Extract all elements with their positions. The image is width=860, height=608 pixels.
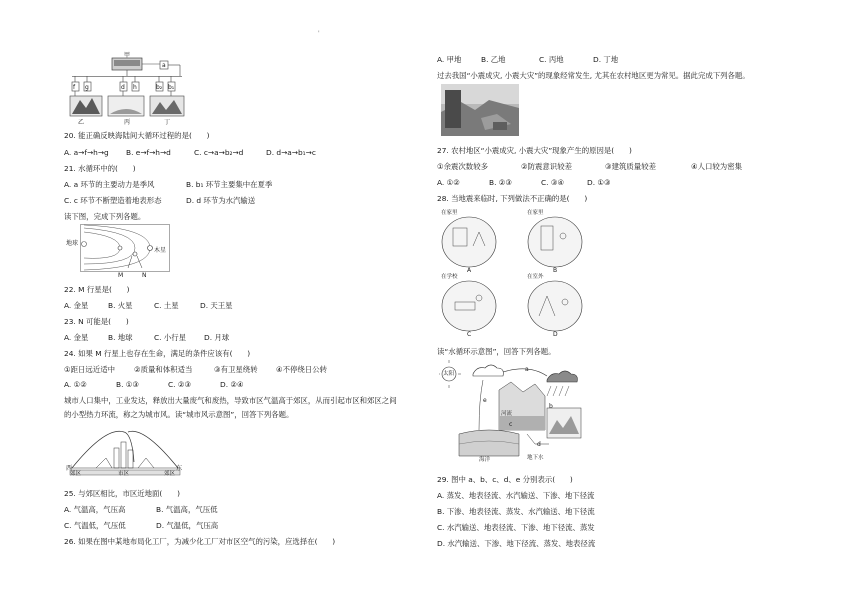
q20-option-c[interactable]: C. c→a→b₂→d xyxy=(194,148,244,157)
water-cycle-label-c: c xyxy=(509,421,513,428)
q25-options-row2 xyxy=(64,521,218,530)
q21-options-row1 xyxy=(64,180,272,189)
q28-scene-label-a: 在家里 xyxy=(441,210,458,216)
city-wind-label-suburb-west: 郊区 xyxy=(70,471,82,477)
city-wind-label-city: 市区 xyxy=(118,471,130,477)
water-cycle-diagram xyxy=(439,360,587,466)
q24-options xyxy=(64,380,244,389)
q28-panel-b[interactable]: B xyxy=(553,267,558,274)
water-cycle-label-b: b xyxy=(549,403,553,410)
q24-option-c[interactable]: C. ②③ xyxy=(168,380,192,389)
q26-options xyxy=(437,55,618,64)
q25-option-d[interactable]: D. 气温低，气压高 xyxy=(156,521,219,530)
q28-stem: 28. 当地震来临时, 下列做法不正确的是( ) xyxy=(437,194,588,203)
q23-option-a[interactable]: A. 金星 xyxy=(64,333,89,342)
q24-cond-4: ④不停绕日公转 xyxy=(276,365,327,374)
q28-scene-label-d: 在室外 xyxy=(527,274,544,280)
q28-panel-d[interactable]: D xyxy=(553,331,558,338)
q27-cond-2: ②防震意识较差 xyxy=(521,162,572,171)
q27-option-a[interactable]: A. ①② xyxy=(437,178,460,187)
q20-option-d[interactable]: D. d→a→b₁→c xyxy=(266,148,316,157)
q27-cond-1: ①余震次数较多 xyxy=(437,162,488,171)
q27-option-b[interactable]: B. ②③ xyxy=(489,178,513,187)
q27-options xyxy=(437,178,611,187)
q29-option-d[interactable]: D. 水汽输送、下渗、地下径流、蒸发、地表径流 xyxy=(437,539,596,548)
water-cycle-label-e: e xyxy=(483,397,487,404)
q27-option-c[interactable]: C. ③④ xyxy=(541,178,565,187)
q20-options xyxy=(64,148,316,157)
top-mark: ' xyxy=(318,30,320,37)
q27-option-d[interactable]: D. ①③ xyxy=(587,178,611,187)
water-cycle-sea-label: 海洋 xyxy=(479,457,491,463)
intro-solar-system: 读下图，完成下列各题。 xyxy=(64,212,146,221)
city-wind-label-suburb-east: 郊区 xyxy=(164,471,176,477)
q22-option-b[interactable]: B. 火星 xyxy=(108,301,133,310)
q25-option-a[interactable]: A. 气温高，气压高 xyxy=(64,505,126,514)
earthquake-scenes-figure xyxy=(439,206,589,336)
q28-scene-label-b: 在家里 xyxy=(527,210,544,216)
q29-option-b[interactable]: B. 下渗、地表径流、蒸发、水汽输送、地下径流 xyxy=(437,507,595,516)
q22-option-a[interactable]: A. 金星 xyxy=(64,301,89,310)
q24-option-a[interactable]: A. ①② xyxy=(64,380,87,389)
city-wind-passage-line-2: 的小型热力环流，称之为城市风。读“城市风示意图”，回答下列各题。 xyxy=(64,410,294,419)
city-wind-east: 东 xyxy=(176,465,183,472)
q27-conditions xyxy=(437,162,742,171)
water-cycle-label-a: a xyxy=(525,366,529,373)
q23-options xyxy=(64,333,229,342)
water-cycle-groundwater-label: 地下水 xyxy=(527,455,544,461)
q20-option-b[interactable]: B. e→f→h→d xyxy=(126,148,171,157)
q27-cond-3: ③建筑质量较差 xyxy=(605,162,656,171)
q22-option-c[interactable]: C. 土星 xyxy=(154,301,179,310)
fig1-label-bing: 丙 xyxy=(124,119,131,126)
q21-option-b[interactable]: B. b₁ 环节主要集中在夏季 xyxy=(186,180,273,189)
q25-options-row1 xyxy=(64,505,218,514)
city-wind-passage-line-1: 城市人口集中，工业发达，释放出大量废气和废热，导致市区气温高于郊区，从而引起市区和郊区之间 xyxy=(64,396,397,405)
fig1-label-yi: 乙 xyxy=(78,119,85,126)
q21-option-a[interactable]: A. a 环节的主要动力是季风 xyxy=(64,180,155,189)
q21-stem: 21. 水循环中的( ) xyxy=(64,164,136,173)
orbit-n-label: N xyxy=(142,272,147,279)
q27-cond-4: ④人口较为密集 xyxy=(691,162,742,171)
q24-cond-3: ③有卫星绕转 xyxy=(214,365,258,374)
q29-stem: 29. 图中 a、b、c、d、e 分别表示( ) xyxy=(437,475,573,484)
water-cycle-river-label: 河流 xyxy=(501,411,513,417)
q21-option-c[interactable]: C. c 环节不断塑造着地表形态 xyxy=(64,196,162,205)
q23-option-b[interactable]: B. 地球 xyxy=(108,333,133,342)
q28-panel-c[interactable]: C xyxy=(467,331,472,338)
q22-options xyxy=(64,301,233,310)
fig1-box-b2: b₂ xyxy=(156,84,163,91)
q20-option-a[interactable]: A. a→f→h→g xyxy=(64,148,109,157)
q24-option-b[interactable]: B. ①③ xyxy=(116,380,140,389)
fig1-label-ding: 丁 xyxy=(164,119,171,126)
q20-stem: 20. 能正确反映海陆间大循环过程的是( ) xyxy=(64,131,210,140)
q22-option-d[interactable]: D. 天王星 xyxy=(200,301,233,310)
q26-option-a[interactable]: A. 甲地 xyxy=(437,55,462,64)
q26-option-c[interactable]: C. 丙地 xyxy=(539,55,564,64)
q23-option-d[interactable]: D. 月球 xyxy=(204,333,230,342)
q25-option-b[interactable]: B. 气温高，气压低 xyxy=(156,505,218,514)
q21-options-row2 xyxy=(64,196,255,205)
q24-stem: 24. 如果 M 行星上也存在生命，满足的条件应该有( ) xyxy=(64,349,251,358)
water-cycle-intro: 读“水循环示意图”，回答下列各题。 xyxy=(437,347,556,356)
q26-option-d[interactable]: D. 丁地 xyxy=(593,55,619,64)
orbit-earth-label: 地球 xyxy=(66,240,79,247)
q28-panel-a[interactable]: A xyxy=(467,267,472,274)
q22-stem: 22. M 行星是( ) xyxy=(64,285,130,294)
q29-option-a[interactable]: A. 蒸发、地表径流、水汽输送、下渗、地下径流 xyxy=(437,491,595,500)
fig1-box-b1: b₁ xyxy=(168,84,175,91)
fig1-box-f: f xyxy=(73,84,76,91)
q28-scene-label-c: 在学校 xyxy=(441,274,458,280)
q25-option-c[interactable]: C. 气温低，气压低 xyxy=(64,521,126,530)
q23-stem: 23. N 可能是( ) xyxy=(64,317,129,326)
fig1-box-h: h xyxy=(133,84,137,91)
fig1-box-d: d xyxy=(121,84,125,91)
q24-cond-2: ②质量和体积适当 xyxy=(134,365,193,374)
earthquake-photo xyxy=(441,84,519,136)
q24-option-d[interactable]: D. ②④ xyxy=(220,380,244,389)
fig1-box-a: a xyxy=(162,62,166,69)
fig1-box-g: g xyxy=(85,84,89,91)
q29-option-c[interactable]: C. 水汽输送、地表径流、下渗、地下径流、蒸发 xyxy=(437,523,595,532)
city-wind-west: 西 xyxy=(66,465,73,472)
water-cycle-label-d: d xyxy=(537,441,541,448)
q25-stem: 25. 与郊区相比，市区近地面( ) xyxy=(64,489,180,498)
q27-stem: 27. 农村地区“小震成灾, 小震大灾”现象产生的原因是( ) xyxy=(437,146,632,155)
q26-stem: 26. 如果在图中某地布局化工厂，为减少化工厂对市区空气的污染，应选择在( ) xyxy=(64,537,336,546)
q24-cond-1: ①距日远近适中 xyxy=(64,365,115,374)
q26-option-b[interactable]: B. 乙地 xyxy=(481,55,506,64)
orbit-jupiter-label: 木星 xyxy=(154,247,167,254)
q24-conditions xyxy=(64,365,327,374)
q21-option-d[interactable]: D. d 环节为水汽输送 xyxy=(186,196,256,205)
water-cycle-sun-label: 太阳 xyxy=(443,371,455,377)
q23-option-c[interactable]: C. 小行星 xyxy=(154,333,187,342)
orbit-m-label: M xyxy=(118,272,124,279)
fig1-top-label: 甲 xyxy=(124,52,131,59)
earthquake-intro: 过去我国“小震成灾, 小震大灾”的现象经常发生, 尤其在农村地区更为常见。据此完成下列各题。 xyxy=(437,71,750,80)
